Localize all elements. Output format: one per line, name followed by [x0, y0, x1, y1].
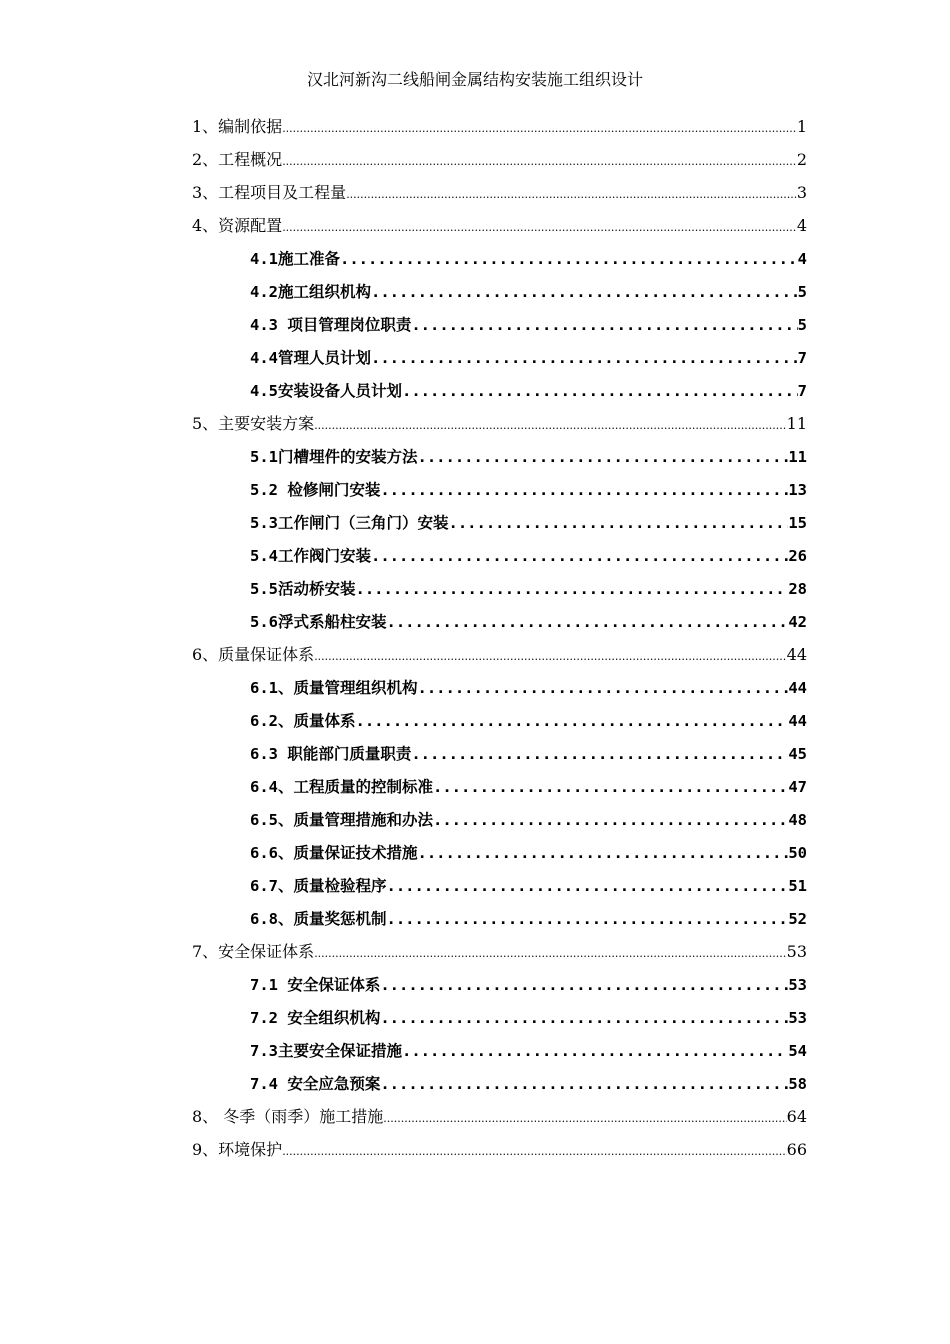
toc-dot-leader — [418, 443, 789, 471]
toc-page-number: 11 — [786, 414, 807, 433]
toc-entry-label: 7.4 安全应急预案 — [250, 1075, 381, 1093]
toc-entry-label: 5.3工作闸门（三角门）安装 — [250, 514, 449, 532]
toc-dot-leader — [314, 641, 786, 669]
toc-page-number: 7 — [797, 349, 807, 367]
toc-dot-leader — [380, 971, 788, 999]
toc-entry-label: 6.5、质量管理措施和办法 — [250, 811, 433, 829]
toc-dot-leader — [380, 476, 788, 504]
toc-entry[interactable] — [192, 179, 807, 207]
toc-page-number: 4 — [797, 250, 807, 268]
toc-dot-leader — [356, 575, 789, 603]
toc-subentry[interactable] — [250, 806, 807, 834]
toc-entry-label: 4、资源配置 — [192, 216, 283, 235]
toc-entry-label: 6.2、质量体系 — [250, 712, 356, 730]
toc-entry-label: 5.1门槽埋件的安装方法 — [250, 448, 418, 466]
toc-page-number: 53 — [788, 1009, 807, 1027]
toc-page-number: 15 — [788, 514, 807, 532]
toc-dot-leader — [418, 839, 789, 867]
toc-page-number: 66 — [786, 1140, 807, 1159]
toc-subentry[interactable] — [250, 377, 807, 405]
toc-entry-label: 3、工程项目及工程量 — [192, 183, 347, 202]
toc-subentry[interactable] — [250, 674, 807, 702]
toc-entry-label: 5、主要安装方案 — [192, 414, 315, 433]
toc-page-number: 11 — [788, 448, 807, 466]
toc-entry-label: 2、工程概况 — [192, 150, 283, 169]
toc-dot-leader — [282, 212, 797, 240]
toc-entry[interactable] — [192, 113, 807, 141]
toc-page-number: 51 — [788, 877, 807, 895]
toc-entry[interactable] — [192, 212, 807, 240]
toc-dot-leader — [340, 245, 798, 273]
toc-page-number: 26 — [788, 547, 807, 565]
toc-entry-label: 5.6浮式系船柱安装 — [250, 613, 387, 631]
toc-entry[interactable] — [192, 641, 807, 669]
toc-subentry[interactable] — [250, 608, 807, 636]
toc-subentry[interactable] — [250, 509, 807, 537]
toc-page-number: 44 — [786, 645, 807, 664]
toc-page-number: 4 — [796, 216, 807, 235]
toc-dot-leader — [356, 707, 789, 735]
toc-subentry[interactable] — [250, 773, 807, 801]
toc-entry-label: 8、 冬季（雨季）施工措施 — [192, 1107, 384, 1126]
toc-dot-leader — [383, 1103, 786, 1131]
toc-entry-label: 6.7、质量检验程序 — [250, 877, 387, 895]
toc-page-number: 53 — [788, 976, 807, 994]
toc-entry[interactable] — [192, 146, 807, 174]
toc-subentry[interactable] — [250, 872, 807, 900]
toc-page-number: 44 — [788, 679, 807, 697]
toc-page-number: 44 — [788, 712, 807, 730]
toc-dot-leader — [314, 410, 786, 438]
toc-entry[interactable] — [192, 410, 807, 438]
toc-dot-leader — [433, 773, 788, 801]
toc-page-number: 42 — [788, 613, 807, 631]
toc-entry-label: 4.3 项目管理岗位职责 — [250, 316, 412, 334]
toc-dot-leader — [449, 509, 789, 537]
toc-entry[interactable] — [192, 938, 807, 966]
toc-entry-label: 4.2施工组织机构 — [250, 283, 371, 301]
toc-entry-label: 9、环境保护 — [192, 1140, 283, 1159]
toc-entry-label: 6、质量保证体系 — [192, 645, 315, 664]
toc-page-number: 53 — [786, 942, 807, 961]
toc-dot-leader — [371, 344, 798, 372]
document-title: 汉北河新沟二线船闸金属结构安装施工组织设计 — [306, 70, 643, 89]
toc-entry-label: 6.8、质量奖惩机制 — [250, 910, 387, 928]
toc-dot-leader — [402, 1037, 788, 1065]
toc-entry-label: 4.5安装设备人员计划 — [250, 382, 402, 400]
toc-dot-leader — [418, 674, 789, 702]
toc-subentry[interactable] — [250, 1004, 807, 1032]
toc-entry-label: 5.2 检修闸门安装 — [250, 481, 381, 499]
toc-dot-leader — [371, 278, 798, 306]
toc-subentry[interactable] — [250, 344, 807, 372]
toc-entry-label: 7.3主要安全保证措施 — [250, 1042, 402, 1060]
toc-dot-leader — [380, 1070, 788, 1098]
toc-entry-label: 6.4、工程质量的控制标准 — [250, 778, 433, 796]
toc-dot-leader — [411, 740, 788, 768]
toc-dot-leader — [433, 806, 788, 834]
toc-page-number: 28 — [788, 580, 807, 598]
toc-dot-leader — [387, 608, 789, 636]
toc-entry-label: 1、编制依据 — [192, 117, 283, 136]
toc-dot-leader — [282, 1136, 786, 1164]
toc-dot-leader — [371, 542, 788, 570]
toc-entry-label: 4.1施工准备 — [250, 250, 340, 268]
toc-subentry[interactable] — [250, 1037, 807, 1065]
toc-page-number: 7 — [797, 382, 807, 400]
toc-page-number: 58 — [788, 1075, 807, 1093]
toc-subentry[interactable] — [250, 476, 807, 504]
toc-dot-leader — [387, 872, 789, 900]
toc-dot-leader — [380, 1004, 788, 1032]
toc-page-number: 5 — [797, 316, 807, 334]
toc-subentry[interactable] — [250, 311, 807, 339]
toc-page-number: 47 — [788, 778, 807, 796]
toc-page-number: 5 — [797, 283, 807, 301]
toc-entry-label: 6.1、质量管理组织机构 — [250, 679, 418, 697]
toc-entry-label: 4.4管理人员计划 — [250, 349, 371, 367]
toc-page-number: 50 — [788, 844, 807, 862]
toc-page-number: 2 — [796, 150, 807, 169]
toc-entry-label: 7.2 安全组织机构 — [250, 1009, 381, 1027]
toc-subentry[interactable] — [250, 740, 807, 768]
toc-subentry[interactable] — [250, 443, 807, 471]
toc-subentry[interactable] — [250, 542, 807, 570]
toc-subentry[interactable] — [250, 971, 807, 999]
toc-dot-leader — [282, 146, 797, 174]
toc-entry-label: 5.5活动桥安装 — [250, 580, 356, 598]
toc-entry-label: 6.6、质量保证技术措施 — [250, 844, 418, 862]
toc-dot-leader — [282, 113, 797, 141]
toc-dot-leader — [346, 179, 797, 207]
toc-dot-leader — [411, 311, 797, 339]
toc-page-number: 48 — [788, 811, 807, 829]
toc-entry-label: 7、安全保证体系 — [192, 942, 315, 961]
toc-entry-label: 6.3 职能部门质量职责 — [250, 745, 412, 763]
toc-page-number: 64 — [786, 1107, 807, 1126]
toc-subentry[interactable] — [250, 905, 807, 933]
toc-subentry[interactable] — [250, 245, 807, 273]
toc-page-number: 45 — [788, 745, 807, 763]
toc-page-number: 3 — [796, 183, 807, 202]
toc-entry[interactable] — [192, 1103, 807, 1131]
toc-page-number: 13 — [788, 481, 807, 499]
toc-page-number: 54 — [788, 1042, 807, 1060]
toc-page-number: 1 — [796, 117, 807, 136]
toc-subentry[interactable] — [250, 707, 807, 735]
toc-subentry[interactable] — [250, 278, 807, 306]
toc-dot-leader — [402, 377, 798, 405]
toc-subentry[interactable] — [250, 1070, 807, 1098]
toc-page-number: 52 — [788, 910, 807, 928]
toc-entry-label: 5.4工作阀门安装 — [250, 547, 371, 565]
toc-dot-leader — [387, 905, 789, 933]
toc-dot-leader — [314, 938, 786, 966]
toc-subentry[interactable] — [250, 839, 807, 867]
toc-subentry[interactable] — [250, 575, 807, 603]
toc-entry[interactable] — [192, 1136, 807, 1164]
toc-entry-label: 7.1 安全保证体系 — [250, 976, 381, 994]
